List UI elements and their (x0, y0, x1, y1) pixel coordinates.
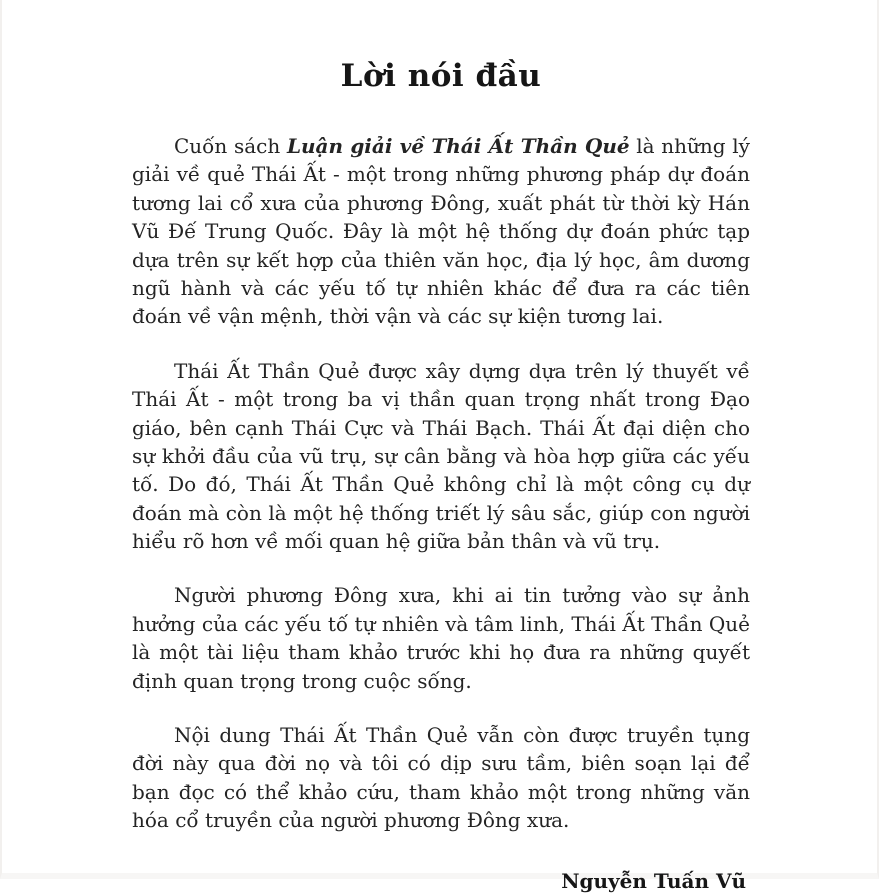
paragraph-1 (132, 132, 750, 331)
author-signature: Nguyễn Tuấn Vũ (561, 868, 746, 893)
paragraph-1-lead: Cuốn sách (174, 134, 287, 158)
book-title: Luận giải về Thái Ất Thần Quẻ (286, 134, 630, 158)
paragraph-1-rest: là những lý giải về quẻ Thái Ất - một trong những phương pháp dự đoán tương lai cổ xưa của phương Đông, xuất phát từ thời kỳ Hán Vũ Đế Trung Quốc. Đây là một hệ thống dự đoán phức tạp dựa trên sự kết hợp của thiên văn học, địa lý học, âm dương ngũ hành và các yếu tố tự nhiên khác để đưa ra các tiên đoán về vận mệnh, thời vận và các sự kiện tương lai. (132, 134, 750, 329)
paragraph-4: Nội dung Thái Ất Thần Quẻ vẫn còn được truyền tụng đời này qua đời nọ và tôi có dịp sưu tầm, biên soạn lại để bạn đọc có thể khảo cứu, tham khảo một trong những văn hóa cổ truyền của người phương Đông xưa. (132, 723, 750, 833)
paragraph-2: Thái Ất Thần Quẻ được xây dựng dựa trên lý thuyết về Thái Ất - một trong ba vị thần quan trọng nhất trong Đạo giáo, bên cạnh Thái Cực và Thái Bạch. Thái Ất đại diện cho sự khởi đầu của vũ trụ, sự cân bằng và hòa hợp giữa các yếu tố. Do đó, Thái Ất Thần Quẻ không chỉ là một công cụ dự đoán mà còn là một hệ thống triết lý sâu sắc, giúp con người hiểu rõ hơn về mối quan hệ giữa bản thân và vũ trụ. (132, 358, 750, 554)
paragraph-3: Người phương Đông xưa, khi ai tin tưởng vào sự ảnh hưởng của các yếu tố tự nhiên và tâm linh, Thái Ất Thần Quẻ là một tài liệu tham khảo trước khi họ đưa ra những quyết định quan trọng trong cuộc sống. (132, 583, 750, 693)
page-title: Lời nói đầu (340, 58, 542, 94)
page-content (132, 58, 750, 893)
